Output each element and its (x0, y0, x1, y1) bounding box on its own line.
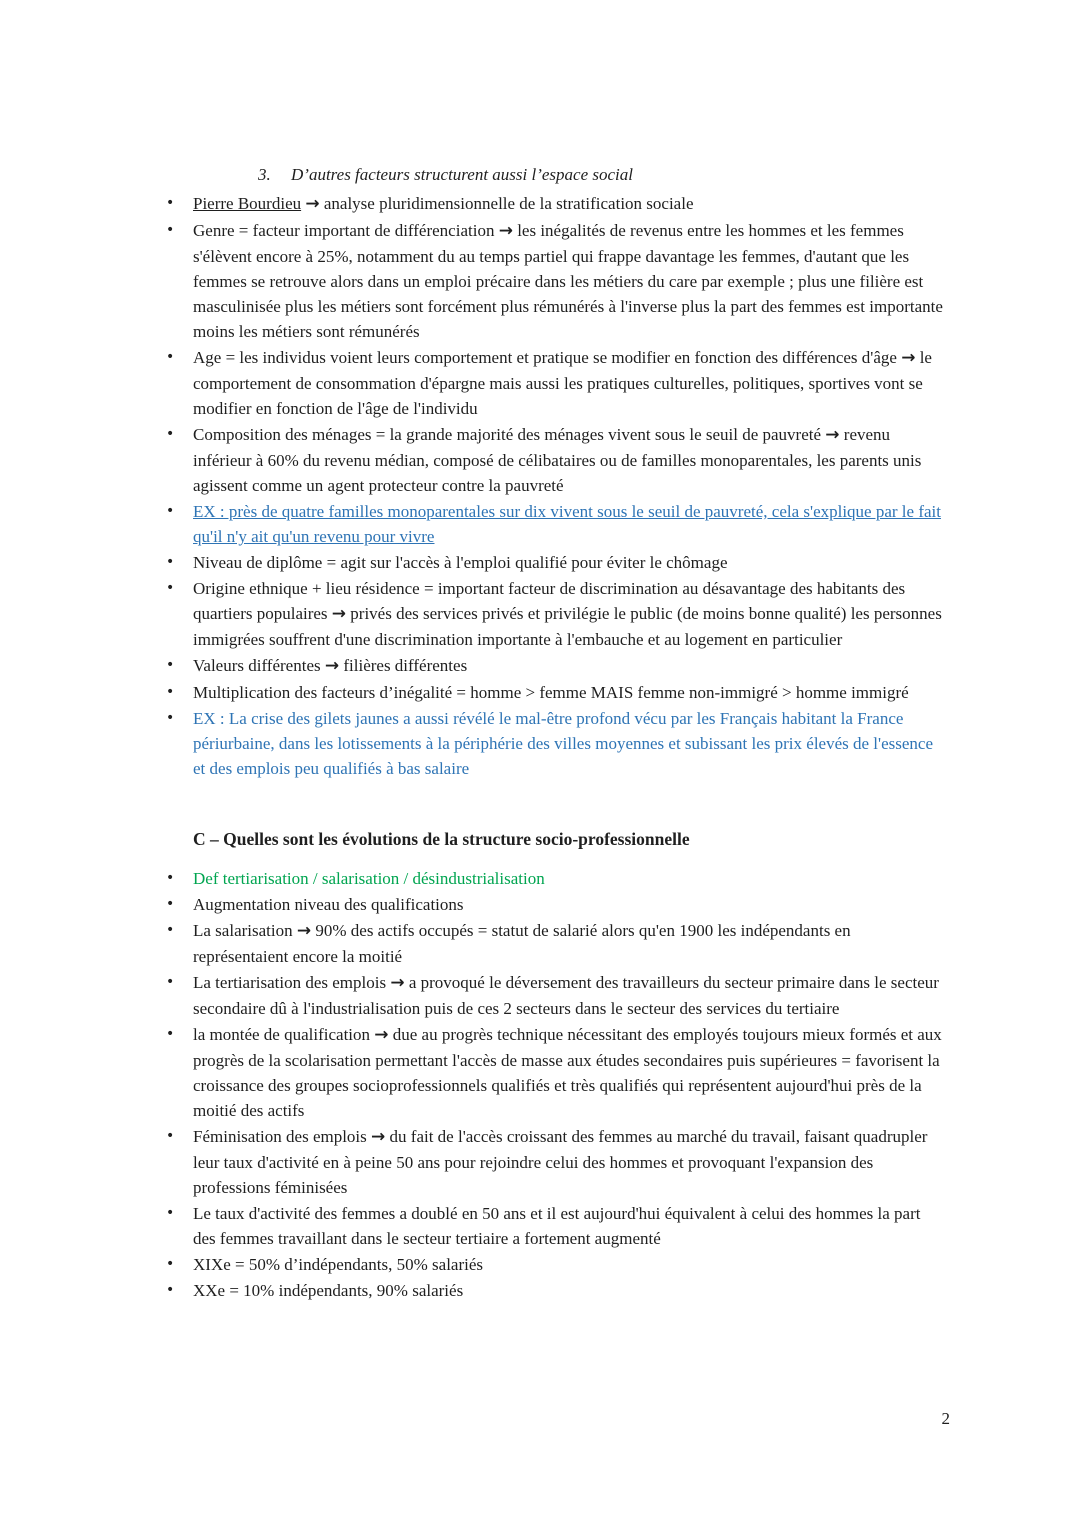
text-run: Niveau de diplôme = agit sur l'accès à l'emploi qualifié pour éviter le chômage (193, 553, 728, 572)
text-run: Def tertiarisation / salarisation / désindustrialisation (193, 869, 545, 888)
bullet-text (193, 1204, 920, 1248)
bullet-text (193, 869, 545, 888)
bullet-marker-icon: • (166, 922, 175, 938)
arrow-icon: → (901, 348, 916, 368)
text-run: XIXe = 50% d’indépendants, 50% salariés (193, 1255, 484, 1274)
bullet-item (163, 1124, 943, 1200)
bullet-item (163, 866, 943, 891)
text-run: EX : La crise des gilets jaunes a aussi révélé le mal-être profond vécu par les Français habitant la France périurbaine, dans les lotissements à la périphérie des villes moyennes et subissant les prix élevés de l'essence et des emplois peu qualifiés à bas salaire (193, 709, 933, 778)
text-run: Féminisation des emplois (193, 1127, 372, 1146)
text-run: La tertiarisation des emplois (193, 973, 391, 992)
text-run: due au progrès technique nécessitant des employés toujours mieux formés et aux progrès de la scolarisation permettant l'accès de masse aux études secondaires puis supérieures = favorisent la croissance des groupes socioprofessionnels qualifiés et très qualifiés qui représentent aujourd'hui près de la moitié des actifs (193, 1025, 942, 1120)
bullet-item (163, 653, 943, 679)
bullet-marker-icon: • (166, 554, 175, 570)
bullet-item (163, 550, 943, 575)
bullet-item (163, 706, 943, 781)
bullet-item (163, 218, 943, 344)
bullet-marker-icon: • (166, 580, 175, 596)
bullet-text (193, 709, 933, 778)
bullet-marker-icon: • (166, 1026, 175, 1042)
text-run: La salarisation (193, 921, 297, 940)
text-run: XXe = 10% indépendants, 90% salariés (193, 1281, 464, 1300)
bullet-text (193, 579, 942, 649)
text-run: 90% des actifs occupés = statut de salarié alors qu'en 1900 les indépendants en représentaient encore la moitié (193, 921, 851, 966)
text-run: analyse pluridimensionnelle de la stratification sociale (319, 194, 694, 213)
bullet-list-section-evolutions (163, 866, 943, 1303)
subsection-title: D’autres facteurs structurent aussi l’espace social (291, 165, 634, 184)
bullet-item (163, 970, 943, 1021)
bullet-item (163, 1201, 943, 1251)
bullet-marker-icon: • (166, 1128, 175, 1144)
bullet-text (193, 348, 932, 418)
bullet-text (193, 656, 467, 675)
bullet-marker-icon: • (166, 1205, 175, 1221)
page-number: 2 (941, 1409, 950, 1428)
text-run: a provoqué le déversement des travailleurs du secteur primaire dans le secteur secondaire dû à l'industrialisation puis de ces 2 secteurs dans le secteur des services du tertiaire (193, 973, 939, 1018)
arrow-icon: → (825, 425, 840, 445)
text-run: Augmentation niveau des qualifications (193, 895, 464, 914)
bullet-marker-icon: • (166, 426, 175, 442)
text-run: Pierre Bourdieu (193, 194, 302, 213)
bullet-item (163, 576, 943, 652)
bullet-item (163, 345, 943, 421)
text-run: Age = les individus voient leurs comportement et pratique se modifier en fonction des différences d'âge (193, 348, 902, 367)
bullet-text (193, 1025, 942, 1120)
bullet-marker-icon: • (166, 222, 175, 238)
bullet-item (163, 680, 943, 705)
bullet-text (193, 221, 943, 341)
bullet-text (193, 194, 694, 213)
bullet-item (163, 191, 943, 217)
bullet-text (193, 921, 851, 966)
bullet-item (163, 1252, 943, 1277)
bullet-item (163, 499, 943, 549)
section-c-heading: C – Quelles sont les évolutions de la structure socio-professionnelle (193, 829, 690, 849)
subsection-heading (258, 162, 943, 187)
bullet-marker-icon: • (166, 503, 175, 519)
text-run: Composition des ménages = la grande majorité des ménages vivent sous le seuil de pauvreté (193, 425, 826, 444)
arrow-icon: → (374, 1025, 389, 1045)
text-run: filières différentes (339, 656, 468, 675)
text-run: Multiplication des facteurs d’inégalité = homme > femme MAIS femme non-immigré > homme immigré (193, 683, 909, 702)
text-run: du fait de l'accès croissant des femmes au marché du travail, faisant quadrupler leur taux d'activité en à peine 50 ans pour rejoindre celui des hommes et provoquant l'expansion des professions féminisées (193, 1127, 928, 1197)
bullet-text (193, 895, 464, 914)
bullet-text (193, 502, 941, 546)
bullet-text (193, 683, 909, 702)
bullet-text (193, 1127, 927, 1197)
bullet-marker-icon: • (166, 349, 175, 365)
bullet-text (193, 1281, 463, 1300)
bullet-item (163, 918, 943, 969)
bullet-marker-icon: • (166, 710, 175, 726)
bullet-marker-icon: • (166, 896, 175, 912)
bullet-text (193, 553, 728, 572)
arrow-icon: → (305, 194, 320, 214)
bullet-text (193, 973, 939, 1018)
bullet-list-section-factors (163, 191, 943, 781)
bullet-marker-icon: • (166, 870, 175, 886)
arrow-icon: → (324, 656, 340, 676)
bullet-item (163, 1022, 943, 1123)
text-run: Valeurs différentes (193, 656, 325, 675)
bullet-marker-icon: • (166, 1256, 175, 1272)
bullet-item (163, 892, 943, 917)
bullet-marker-icon: • (166, 195, 175, 211)
text-run: les inégalités de revenus entre les hommes et les femmes s'élèvent encore à 25%, notamment du au temps partiel qui frappe davantage les femmes, d'autant que les femmes se retrouve alors dans un emploi précaire dans les métiers du care par exemple ; plus une filière est masculinisée plus les métiers sont forcément plus rémunérés à l'inverse plus la part des femmes est importante moins les métiers sont rémunérés (193, 221, 943, 341)
arrow-icon: → (371, 1127, 386, 1147)
text-run: la montée de qualification (193, 1025, 375, 1044)
bullet-marker-icon: • (166, 684, 175, 700)
bullet-item (163, 422, 943, 498)
subsection-number: 3. (258, 165, 271, 184)
text-run: Origine ethnique + lieu résidence = important facteur de discrimination au désavantage des habitants des quartiers populaires (193, 579, 906, 623)
text-run: revenu inférieur à 60% du revenu médian, composé de célibataires ou de familles monoparentales, les parents unis agissent comme un agent protecteur contre la pauvreté (193, 425, 922, 495)
bullet-marker-icon: • (166, 1282, 175, 1298)
arrow-icon: → (390, 973, 405, 993)
bullet-marker-icon: • (166, 974, 175, 990)
bullet-text (193, 425, 921, 495)
arrow-icon: → (296, 921, 312, 941)
bullet-marker-icon: • (166, 657, 175, 673)
bullet-text (193, 1255, 483, 1274)
arrow-icon: → (331, 604, 347, 624)
text-run: le comportement de consommation d'épargne mais aussi les pratiques culturelles, politiques, sportives vont se modifier en fonction de l'âge de l'individu (193, 348, 932, 418)
arrow-icon: → (498, 221, 513, 241)
text-run: Genre = facteur important de différenciation (193, 221, 499, 240)
text-run: EX : près de quatre familles monoparentales sur dix vivent sous le seuil de pauvreté, cela s'explique par le fait qu'il n'y ait qu'un revenu pour vivre (193, 502, 941, 546)
bullet-item (163, 1278, 943, 1303)
text-run: Le taux d'activité des femmes a doublé en 50 ans et il est aujourd'hui équivalent à celui des hommes la part des femmes travaillant dans le secteur tertiaire a fortement augmenté (193, 1204, 921, 1248)
text-run: privés des services privés et privilégie le public (de moins bonne qualité) les personnes immigrées souffrent d'une discrimination importante à l'embauche et au logement en particulier (193, 604, 942, 649)
